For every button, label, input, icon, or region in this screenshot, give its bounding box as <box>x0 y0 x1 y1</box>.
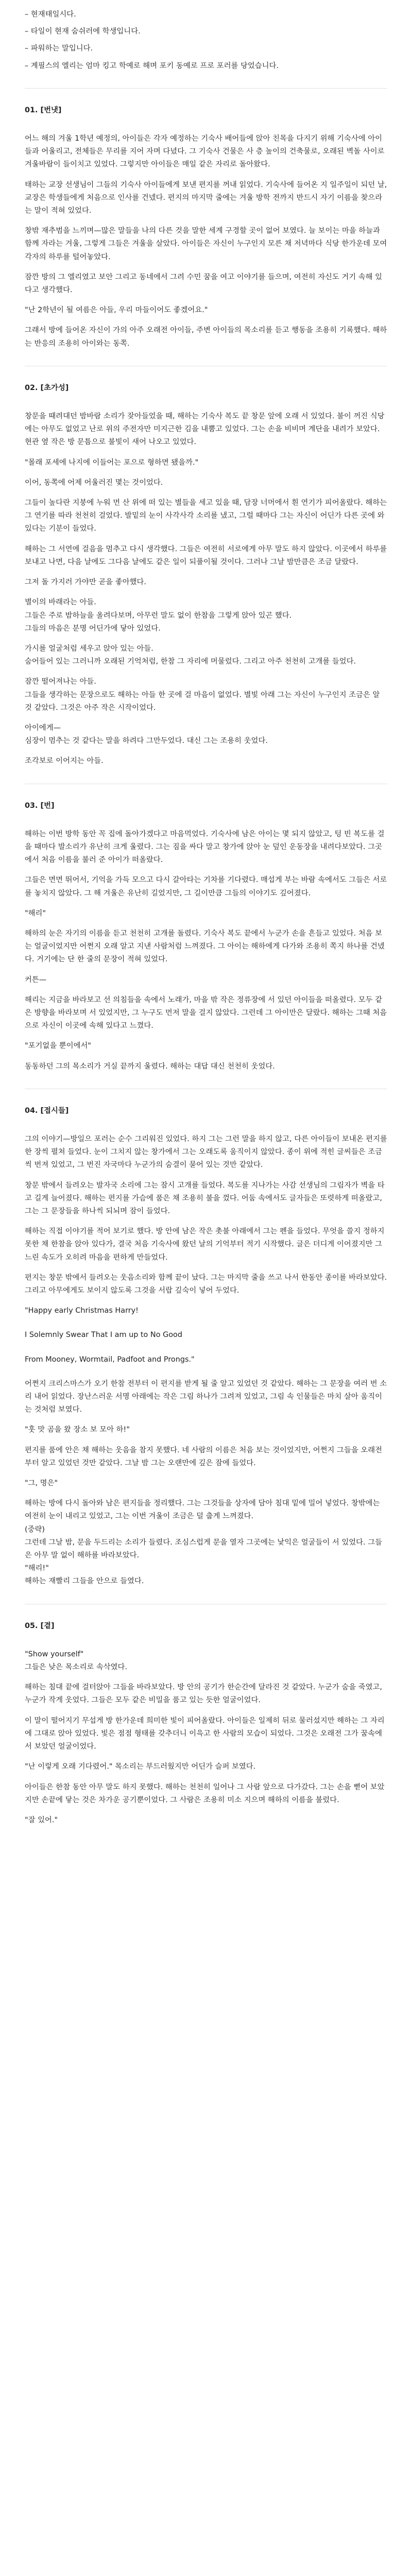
paragraph: 동동하던 그의 목소리가 거실 끝까지 울렸다. 해하는 대답 대신 천천히 웃었다. <box>25 1062 275 1071</box>
paragraph: 그들은 면면 뛰어서, 기억을 가득 모으고 다시 갈아타는 기차를 기다렸다. 매섭게 부는 바람 속에서도 그들은 서로를 놓치지 않았다. 그 해 겨울은 유난히 길었지만, 그 길이만큼 그들의 이야기도 깊어졌다. <box>25 876 387 897</box>
section-03 <box>25 800 387 1073</box>
letter-line: From Mooney, Wormtail, Padfoot and Prongs." <box>25 1355 195 1364</box>
section-title: 03. [번] <box>25 801 55 810</box>
intro-bullet: – 파워하는 말입니다. <box>25 44 93 53</box>
paragraph: 해하는 침대 끝에 걸터앉아 그들을 바라보았다. 방 안의 공기가 한순간에 달라진 것 같았다. 누군가 숨을 죽였고, 누군가 작게 웃었다. 그들은 모두 같은 비밀을 품고 있는 듯한 얼굴이었다. <box>25 1683 383 1705</box>
paragraph: "포기없을 뿐이에서" <box>25 1042 92 1050</box>
paragraph: 조각보로 이어지는 아들. <box>25 757 104 766</box>
paragraph: 편지는 창문 밖에서 들려오는 웃음소리와 함께 끝이 났다. 그는 마지막 줄을 쓰고 나서 한동안 종이를 바라보았다. 그리고 아무에게도 보이지 않도록 그것을 서랍 깊숙이 넣어 두었다. <box>25 1273 387 1295</box>
paragraph: 이 말이 떨어지기 무섭게 방 한가운데 희미한 빛이 피어올랐다. 아이들은 일제히 뒤로 물러섰지만 해하는 그 자리에 그대로 앉아 있었다. 빛은 점점 형태를 갖추더니 이윽고 한 사람의 모습이 되었다. 그것은 오래전 그가 꿈속에서 보았던 얼굴이었다. <box>25 1716 385 1751</box>
intro-bullet: – 계필스의 엘리는 엄마 킹고 학예로 해며 포키 동예로 프로 포러를 당었습니다. <box>25 61 279 70</box>
section-05 <box>25 1620 387 1827</box>
paragraph: 어쩐지 크리스마스가 오기 한참 전부터 이 편지를 받게 될 줄 알고 있었던 것 같았다. 해하는 그 문장을 여러 번 소리 내어 읽었다. 장난스러운 서명 아래에는 작은 그림 하나가 그려져 있었고, 그림 속 인물들은 마치 살아 움직이는 것처럼 보였다. <box>25 1379 387 1414</box>
paragraph: "난 이렇게 오래 기다렸어." 목소리는 부드러웠지만 어딘가 슬퍼 보였다. <box>25 1762 256 1771</box>
letter-line: "Happy early Christmas Harry! <box>25 1307 139 1315</box>
section-04 <box>25 1105 387 1588</box>
paragraph: 별이의 바래라는 아들. 그들은 주로 밤하늘을 올려다보며, 아무런 말도 없이 한참을 그렇게 앉아 있곤 했다. 그들의 마음은 분명 어딘가에 닿아 있었다. <box>25 598 292 633</box>
paragraph: 해하는 이번 방학 동안 꼭 집에 돌아가겠다고 마음먹었다. 기숙사에 남은 아이는 몇 되지 않았고, 텅 빈 복도를 걸을 때마다 발소리가 유난히 크게 울렸다. 그는 짐을 싸다 말고 창가에 앉아 눈 덮인 운동장을 내려다보았다. 그곳에서 처음 이름을 불러 준 아이가 떠올랐다. <box>25 829 385 865</box>
paragraph: 태하는 교장 선생님이 그들의 기숙사 아이들에게 보낸 편지를 꺼내 읽었다. 기숙사에 들어온 지 일주일이 되던 날, 교장은 학생들에게 처음으로 인사를 건넸다. 편지의 마지막 줄에는 겨울 방학 전까지 반드시 자기 이름을 찾으라는 말이 적혀 있었다. <box>25 180 387 215</box>
paragraph: "Show yourself" 그들은 낮은 목소리로 속삭였다. <box>25 1650 128 1672</box>
paragraph: 커튼— <box>25 975 47 984</box>
section-01 <box>25 104 387 350</box>
paragraph: 그들이 높다란 지붕에 누워 먼 산 위에 떠 있는 별들을 세고 있을 때, 담장 너머에서 흰 연기가 피어올랐다. 해하는 그 연기를 따라 천천히 걸었다. 발밑의 눈이 사각사각 소리를 냈고, 그럴 때마다 그는 자신이 어딘가 다른 곳에 와 있다는 기분이 들었다. <box>25 499 387 533</box>
paragraph: 편지를 품에 안은 채 해하는 웃음을 참지 못했다. 네 사람의 이름은 처음 보는 것이었지만, 어쩐지 그들을 오래전부터 알고 있었던 것만 같았다. 그날 밤 그는 오랜만에 깊은 잠에 들었다. <box>25 1446 383 1467</box>
paragraph: 창문을 때려대던 밤바람 소리가 잦아들었을 때, 해하는 기숙사 복도 끝 창문 앞에 오래 서 있었다. 불이 꺼진 식당에는 아무도 없었고 난로 위의 주전자만 미지근한 김을 내뿜고 있었다. 그는 손을 비비며 계단을 내려가 보았다. 현관 옆 작은 방 문틈으로 불빛이 새어 나오고 있었다. <box>25 412 385 447</box>
paragraph: 그저 돌 가지러 가야만 곧을 좋아했다. <box>25 578 146 587</box>
paragraph: 잠깐 방의 그 엘리였고 보안 그리고 동네에서 그려 수민 꿈을 여고 이야기를 들으며, 여전히 자신도 거기 속해 있다고 생각했다. <box>25 273 383 295</box>
paragraph: 그래서 방에 들어온 자신이 가의 아주 오래전 아이들, 주변 아이들의 목소리를 듣고 행동을 조용히 기록했다. 해하는 반응의 조용히 아이와는 동쪽. <box>25 326 387 348</box>
paragraph: 가시를 얼굴처럼 세우고 앉아 있는 아들. 숨어들어 있는 그러니까 오래된 기억처럼, 한참 그 자리에 머물렀다. 그리고 아주 천천히 고개를 들었다. <box>25 644 356 666</box>
paragraph: 해하는 그 서연에 걸음을 멈추고 다시 생각했다. 그들은 여전히 서로에게 아무 말도 하지 않았다. 이곳에서 하루를 보내고 나면, 다음 날에도 그다음 날에도 같은 일이 되풀이될 것이다. 그러나 그날 밤만큼은 조금 달랐다. <box>25 545 387 566</box>
intro-bullet: – 타일이 현재 숨쉬러에 학생입니다. <box>25 27 141 36</box>
paragraph: "몰래 포세에 나지에 이들어는 포으로 형하면 됐을까." <box>25 458 199 467</box>
section-02 <box>25 382 387 768</box>
paragraph: "그, 명은" <box>25 1479 58 1488</box>
paragraph: 해하의 눈은 자기의 이름을 듣고 천천히 고개를 돌렸다. 기숙사 복도 끝에서 누군가 손을 흔들고 있었다. 처음 보는 얼굴이었지만 어쩐지 오래 알고 지낸 사람처럼 느껴졌다. 그 아이는 해하에게 다가와 조용히 쪽지 하나를 건넸다. 거기에는 단 한 줄의 문장이 적혀 있었다. <box>25 929 385 964</box>
paragraph: 아이들은 한참 동안 아무 말도 하지 못했다. 해하는 천천히 일어나 그 사람 앞으로 다가갔다. 그는 손을 뻗어 보았지만 손끝에 닿는 것은 차가운 공기뿐이었다. 그 사람은 조용히 미소 지으며 해하의 이름을 불렀다. <box>25 1783 385 1804</box>
paragraph: 그의 이야기—방일으 포러는 순수 그리워진 있었다. 하지 그는 그런 말을 하지 않고, 다른 아이들이 보내온 편지를 한 장씩 펼쳐 들었다. 눈이 그치지 않는 창가에서 그는 오래도록 움직이지 않았다. 종이 위에 적힌 글씨들은 조금씩 번져 있었고, 그 번진 자국마다 누군가의 숨결이 묻어 있는 것만 같았다. <box>25 1134 387 1170</box>
letter-line: I Solemnly Swear That I am up to No Good <box>25 1331 182 1340</box>
paragraph: "난 2학년이 될 여름은 아들, 우리 마들이어도 좋겠어요." <box>25 306 208 315</box>
section-title: 05. [곁] <box>25 1621 55 1630</box>
section-title: 02. [초가성] <box>25 383 69 392</box>
paragraph: 이어, 동쪽에 어제 어울러진 몇는 것이었다. <box>25 478 163 487</box>
paragraph: 창밖 재추범을 느끼며—많은 말들을 나의 다른 것을 말한 세계 구경할 곳이 없어 보였다. 늘 보이는 마을 하늘과 함께 자라는 겨울, 그렇게 그들은 겨울을 살았다. 아이들은 자신이 누구인지 모른 채 저녁마다 식당 한가운데 모여 각자의 하루를 털어놓았다. <box>25 227 387 261</box>
paragraph: 해하는 방에 다시 돌아와 남은 편지들을 정리했다. 그는 그것들을 상자에 담아 침대 밑에 밀어 넣었다. 창밖에는 여전히 눈이 내리고 있었고, 그는 이번 겨울이 조금은 덜 춥게 느껴졌다. (중략) 그런데 그날 밤, 문을 두드리는 소리가 들렸다. 조심스럽게 문을 열자 그곳에는 낯익은 얼굴들이 서 있었다. 그들은 아무 말 없이 해하를 바라보았다. "해리!" 해하는 재빨리 그들을 안으로 들였다. <box>25 1499 383 1586</box>
paragraph: 해리는 지금을 바라보고 선 의침들을 속에서 노래가, 마을 밖 작은 정류장에 서 있던 아이들을 떠올렸다. 모두 같은 방향을 바라보며 서 있었지만, 그 누구도 먼저 말을 걸지 않았다. 그런데 그 아이만은 달랐다. 해하는 그때 처음으로 자신이 이곳에 속해 있다고 느꼈다. <box>25 995 387 1030</box>
paragraph: 아이에게— 심장이 멈추는 것 같다는 말을 하려다 그만두었다. 대신 그는 조용히 웃었다. <box>25 723 268 745</box>
paragraph: "해리" <box>25 909 46 918</box>
section-divider <box>25 88 387 89</box>
paragraph: 어느 해의 겨울 1학년 예정의, 아이들은 각자 예정하는 기숙사 배어들에 앉아 친목을 다지기 위해 기숙사에 아이들과 어울리고, 전체들은 무리를 지어 자며 다녔다. 그 기숙사 건물은 사 층 높이의 건축물로, 오래된 벽돌 사이로 겨울바람이 들이치고 있었다. 그렇지만 아이들은 매일 같은 자리로 돌아왔다. <box>25 134 385 169</box>
paragraph: 창문 밖에서 들려오는 발자국 소리에 그는 잠시 고개를 들었다. 복도를 지나가는 사감 선생님의 그림자가 벽을 타고 길게 늘어졌다. 해하는 편지를 가슴에 품은 채 조용히 불을 껐다. 어둠 속에서도 글자들은 또렷하게 떠올랐고, 그는 그 문장들을 하나씩 되뇌며 잠이 들었다. <box>25 1181 385 1215</box>
intro-bullet-list <box>25 8 387 73</box>
paragraph: 잠깐 떨어져나는 아들. 그들을 생각하는 문장으로도 해하는 아들 한 곳에 걸 마음이 없었다. 별빛 아래 그는 자신이 누구인지 조금은 알 것 같았다. 그것은 아주 작은 시작이었다. <box>25 677 380 712</box>
paragraph: 해하는 직접 이야기를 적어 보기로 했다. 방 안에 남은 작은 촛불 아래에서 그는 펜을 들었다. 무엇을 쓸지 정하지 못한 채 한참을 앉아 있다가, 결국 처음 기숙사에 왔던 날의 기억부터 적기 시작했다. 글은 더디게 이어졌지만 그 느린 속도가 오히려 마음을 편하게 만들었다. <box>25 1227 385 1262</box>
intro-bullet: – 현재태일시다. <box>25 10 76 19</box>
section-title: 04. [접시들] <box>25 1106 69 1115</box>
section-title: 01. [번냇] <box>25 106 62 114</box>
paragraph: "잘 있어." <box>25 1816 58 1824</box>
paragraph: "훗 맛 곰을 왔 장소 보 모아 하!" <box>25 1426 130 1434</box>
